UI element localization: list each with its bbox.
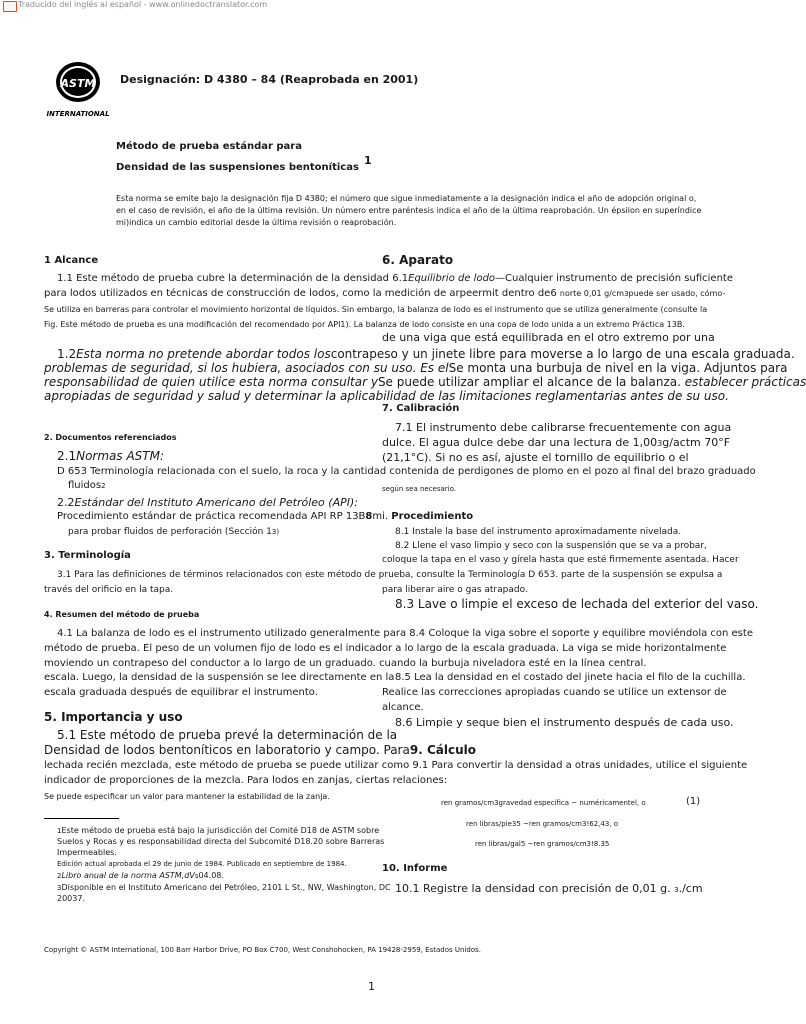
paragraph-line: 1.2Esta norma no pretende abordar todos loscontrapeso y un jinete libre para moverse a lo largo de una escala graduada.: [57, 347, 795, 361]
section-3-heading: 3. Terminología: [44, 550, 131, 561]
paragraph-line: 10.1 Registre la densidad con precisión de 0,01 g. 3./cm: [395, 882, 703, 895]
paragraph-line: problemas de seguridad, si los hubiera, asociados con su uso. Es elSe monta una burbuja de nivel en la viga. Adjuntos para: [44, 361, 788, 375]
paragraph-line: indicador de proporciones de la mezcla. Para lodos en zanjas, ciertas relaciones:: [44, 775, 448, 786]
footnote-divider: [44, 818, 119, 819]
paragraph-line: escala. Luego, la densidad de la suspensión se lee directamente en la: [44, 672, 395, 683]
translator-banner: [0, 0, 768, 12]
logo-subtext: INTERNATIONAL: [46, 110, 110, 118]
paragraph-line: Densidad de lodos bentoníticos en laboratorio y campo. Para9. Cálculo: [44, 743, 476, 757]
title-line1: Método de prueba estándar para: [116, 141, 302, 152]
footnote: Suelos y Rocas y es responsabilidad directa del Subcomité D18.20 sobre Barreras: [57, 837, 385, 846]
translator-link[interactable]: Traducido del inglés al español - www.onlinedoctranslator.com: [18, 0, 268, 9]
footnote: 2Libro anual de la norma ASTM,dVs04.08.: [57, 871, 224, 880]
paragraph-line: método de prueba. El peso de un volumen fijo de lodo es el indicador a lo largo de la escala graduada. La viga se mide horizontalmente: [44, 643, 727, 654]
paragraph-line: 4.1 La balanza de lodo es el instrumento utilizado generalmente para 8.4 Coloque la viga sobre el soporte y equilibre moviéndola con este: [57, 628, 753, 639]
section-1-heading: 1 Alcance: [44, 255, 99, 266]
intro-line: en el caso de revisión, el año de la última revisión. Un número entre paréntesis indica el año de la última reaprobación. Un épsilon en superíndice: [116, 206, 702, 215]
paragraph-line: D 653 Terminología relacionada con el suelo, la roca y la cantidad contenida de perdigones de plomo en el pozo al final del brazo graduado: [57, 466, 756, 477]
footnote: Impermeables.: [57, 848, 117, 857]
equation-2: ren libras/pie35 ~ren gramos/cm3!62,43, o: [466, 820, 619, 828]
paragraph-line: 8.5 Lea la densidad en el costado del jinete hacia el filo de la cuchilla.: [395, 672, 746, 683]
paragraph-line: Fig. Este método de prueba es una modificación del recomendado por API1). La balanza de lodo consiste en una copa de lodo unida a un extremo Práctica 13B.: [44, 320, 685, 329]
section-2-heading: 2. Documentos referenciados: [44, 433, 177, 442]
paragraph-line: dulce. El agua dulce debe dar una lectura de 1,003g/actm 70°F: [382, 436, 731, 449]
paragraph-line: lechada recién mezclada, este método de prueba se puede utilizar como 9.1 Para convertir la densidad a otras unidades, utilice el siguiente: [44, 760, 748, 771]
paragraph-line: 8.6 Limpie y seque bien el instrumento después de cada uso.: [395, 716, 734, 729]
paragraph-line: 8.2 Llene el vaso limpio y seco con la suspensión que se va a probar,: [395, 541, 707, 551]
section-6-heading: 6. Aparato: [382, 253, 454, 267]
paragraph-line: fluidos2: [68, 480, 106, 491]
equation-1: ren gramos/cm3gravedad específica ~ numéricamentel, o: [441, 799, 646, 807]
paragraph-line: 8.1 Instale la base del instrumento aproximadamente nivelada.: [395, 527, 682, 537]
paragraph-line: través del orificio en la tapa.: [44, 585, 174, 595]
paragraph-line: para liberar aire o gas atrapado.: [382, 585, 528, 595]
copyright: Copyright © ASTM International, 100 Barr Harbor Drive, PO Box C700, West Conshohocken, PA 19428-2959, Estados Unidos.: [44, 946, 481, 954]
paragraph-line: alcance.: [382, 702, 424, 713]
designation: Designación: D 4380 – 84 (Reaprobada en 2001): [120, 73, 419, 86]
paragraph-line: escala graduada después de equilibrar el instrumento.: [44, 687, 318, 698]
paragraph-line: 8.3 Lave o limpie el exceso de lechada del exterior del vaso.: [395, 597, 759, 611]
title-line2: Densidad de las suspensiones bentoníticas: [116, 162, 359, 173]
paragraph-line: Se puede especificar un valor para mantener la estabilidad de la zanja.: [44, 792, 330, 801]
intro-line: mi)indica un cambio editorial desde la última revisión o reaprobación.: [116, 218, 397, 227]
section-10-heading: 10. Informe: [382, 863, 448, 874]
paragraph-line: Se utiliza en barreras para controlar el movimiento horizontal de líquidos. Sin embargo, la balanza de lodo es el instrumento que se utiliza generalmente (consulte la: [44, 305, 708, 314]
paragraph-line: moviendo un contrapeso del conductor a lo largo de un graduado. cuando la burbuja niveladora esté en la línea central.: [44, 658, 647, 669]
section-7-heading: 7. Calibración: [382, 403, 460, 414]
paragraph-line: 1.1 Este método de prueba cubre la determinación de la densidad 6.1Equilibrio de lodo—Cualquier instrumento de precisión suficiente: [57, 273, 733, 284]
paragraph-line: 2.2Estándar del Instituto Americano del Petróleo (API):: [57, 496, 358, 509]
paragraph-line: 7.1 El instrumento debe calibrarse frecuentemente con agua: [395, 421, 732, 434]
translator-icon: [3, 1, 17, 12]
paragraph-line: apropiadas de seguridad y salud y determinar la aplicabilidad de las limitaciones reglamentarias antes de su uso.: [44, 389, 729, 403]
logo-text: ASTM: [60, 77, 96, 90]
intro-line: Esta norma se emite bajo la designación fija D 4380; el número que sigue inmediatamente a la designación indica el año de adopción original o,: [116, 194, 697, 203]
paragraph-line: responsabilidad de quien utilice esta norma consultar ySe puede utilizar ampliar el alcance de la balanza. establecer prácticas: [44, 375, 806, 389]
footnote: 20037.: [57, 894, 85, 903]
equation-3: ren libras/gal5 ~ren gramos/cm3!8.35: [475, 840, 610, 848]
paragraph-line: Procedimiento estándar de práctica recomendada API RP 13B8mi. Procedimiento: [57, 511, 474, 522]
equation-number: (1): [686, 796, 701, 807]
paragraph-line: 2.1Normas ASTM:: [57, 449, 165, 463]
footnote: 1Este método de prueba está bajo la jurisdicción del Comité D18 de ASTM sobre: [57, 826, 380, 835]
astm-logo: [44, 58, 112, 120]
section-4-heading: 4. Resumen del método de prueba: [44, 610, 200, 619]
footnote: Edición actual aprobada el 29 de junio de 1984. Publicado en septiembre de 1984.: [57, 860, 347, 868]
paragraph-line: coloque la tapa en el vaso y gírela hasta que esté firmemente asentada. Hacer: [382, 555, 739, 565]
page-number: 1: [368, 980, 375, 993]
paragraph-line: 5.1 Este método de prueba prevé la determinación de la: [57, 728, 398, 742]
paragraph-line: (21,1°C). Si no es así, ajuste el tornillo de equilibrio o el: [382, 451, 689, 464]
paragraph-line: de una viga que está equilibrada en el otro extremo por una: [382, 331, 715, 344]
paragraph-line: para lodos utilizados en técnicas de construcción de lodos, como la medición de arpeermit dentro de6 norte 0,01 g/cm3puede ser usado, cómo-: [44, 288, 726, 299]
paragraph-line: 3.1 Para las definiciones de términos relacionados con este método de prueba, consulte la Terminología D 653. parte de la suspensión se expulsa a: [57, 570, 723, 580]
paragraph-line: Realice las correcciones apropiadas cuando se utilice un extensor de: [382, 687, 727, 698]
section-5-heading: 5. Importancia y uso: [44, 710, 183, 724]
title-footnote-mark: 1: [364, 154, 372, 167]
paragraph-line: según sea necesario.: [382, 485, 457, 493]
paragraph-line: para probar fluidos de perforación (Sección 13): [68, 527, 280, 537]
footnote: 3Disponible en el Instituto Americano del Petróleo, 2101 L St., NW, Washington, DC: [57, 883, 391, 892]
